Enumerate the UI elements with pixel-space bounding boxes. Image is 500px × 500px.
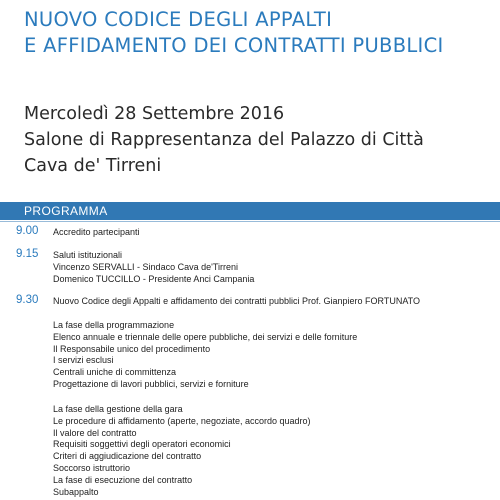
agenda-line: Accredito partecipanti bbox=[53, 227, 140, 237]
topic-line: Progettazione di lavori pubblici, servizi e forniture bbox=[53, 378, 249, 389]
event-date: Mercoledì 28 Settembre 2016 bbox=[24, 104, 285, 124]
agenda-line: Domenico TUCCILLO - Presidente Anci Campania bbox=[53, 273, 255, 284]
topic-line: Criteri di aggiudicazione del contratto bbox=[53, 451, 202, 462]
programma-header-bar bbox=[0, 202, 500, 220]
time-9-30: 9.30 bbox=[16, 294, 39, 306]
programma-label: PROGRAMMA bbox=[24, 204, 108, 218]
topic-line: La fase di esecuzione del contratto bbox=[53, 474, 193, 485]
event-venue: Salone di Rappresentanza del Palazzo di Città bbox=[24, 130, 424, 150]
topic-line: La fase della programmazione bbox=[53, 320, 175, 330]
agenda-line: Nuovo Codice degli Appalti e affidamento dei contratti pubblici Prof. Gianpiero FORTUNATO bbox=[53, 296, 421, 306]
topic-line: Soccorso istruttorio bbox=[53, 462, 131, 473]
event-info bbox=[24, 101, 424, 179]
title-line-2: E AFFIDAMENTO DEI CONTRATTI PUBBLICI bbox=[24, 34, 444, 57]
time-9-00: 9.00 bbox=[16, 225, 39, 237]
topic-line: Centrali uniche di committenza bbox=[53, 367, 177, 378]
topic-line: Il valore del contratto bbox=[53, 427, 137, 438]
agenda-item-nuovo-codice bbox=[53, 296, 420, 308]
topic-line: La fase della gestione della gara bbox=[53, 404, 183, 414]
agenda-item-accredito bbox=[53, 227, 140, 239]
document-title bbox=[24, 7, 444, 59]
topic-line: Subappalto bbox=[53, 486, 99, 497]
topic-line: Il Responsabile unico del procedimento bbox=[53, 343, 211, 354]
agenda-line: Saluti istituzionali bbox=[53, 250, 123, 260]
topic-line: Requisiti soggettivi degli operatori economici bbox=[53, 439, 231, 450]
agenda-line: Vincenzo SERVALLI - Sindaco Cava de'Tirreni bbox=[53, 261, 238, 272]
topic-line: Le procedure di affidamento (aperte, negoziate, accordo quadro) bbox=[53, 415, 311, 426]
topics-gestione-gara bbox=[53, 404, 311, 498]
time-9-15: 9.15 bbox=[16, 248, 39, 260]
agenda-item-saluti bbox=[53, 250, 254, 285]
event-city: Cava de' Tirreni bbox=[24, 156, 162, 176]
topic-line: I servizi esclusi bbox=[53, 355, 114, 366]
topics-programmazione bbox=[53, 320, 357, 391]
programma-divider bbox=[0, 221, 500, 222]
topic-line: Elenco annuale e triennale delle opere pubbliche, dei servizi e delle forniture bbox=[53, 331, 358, 342]
title-line-1: NUOVO CODICE DEGLI APPALTI bbox=[24, 8, 333, 31]
